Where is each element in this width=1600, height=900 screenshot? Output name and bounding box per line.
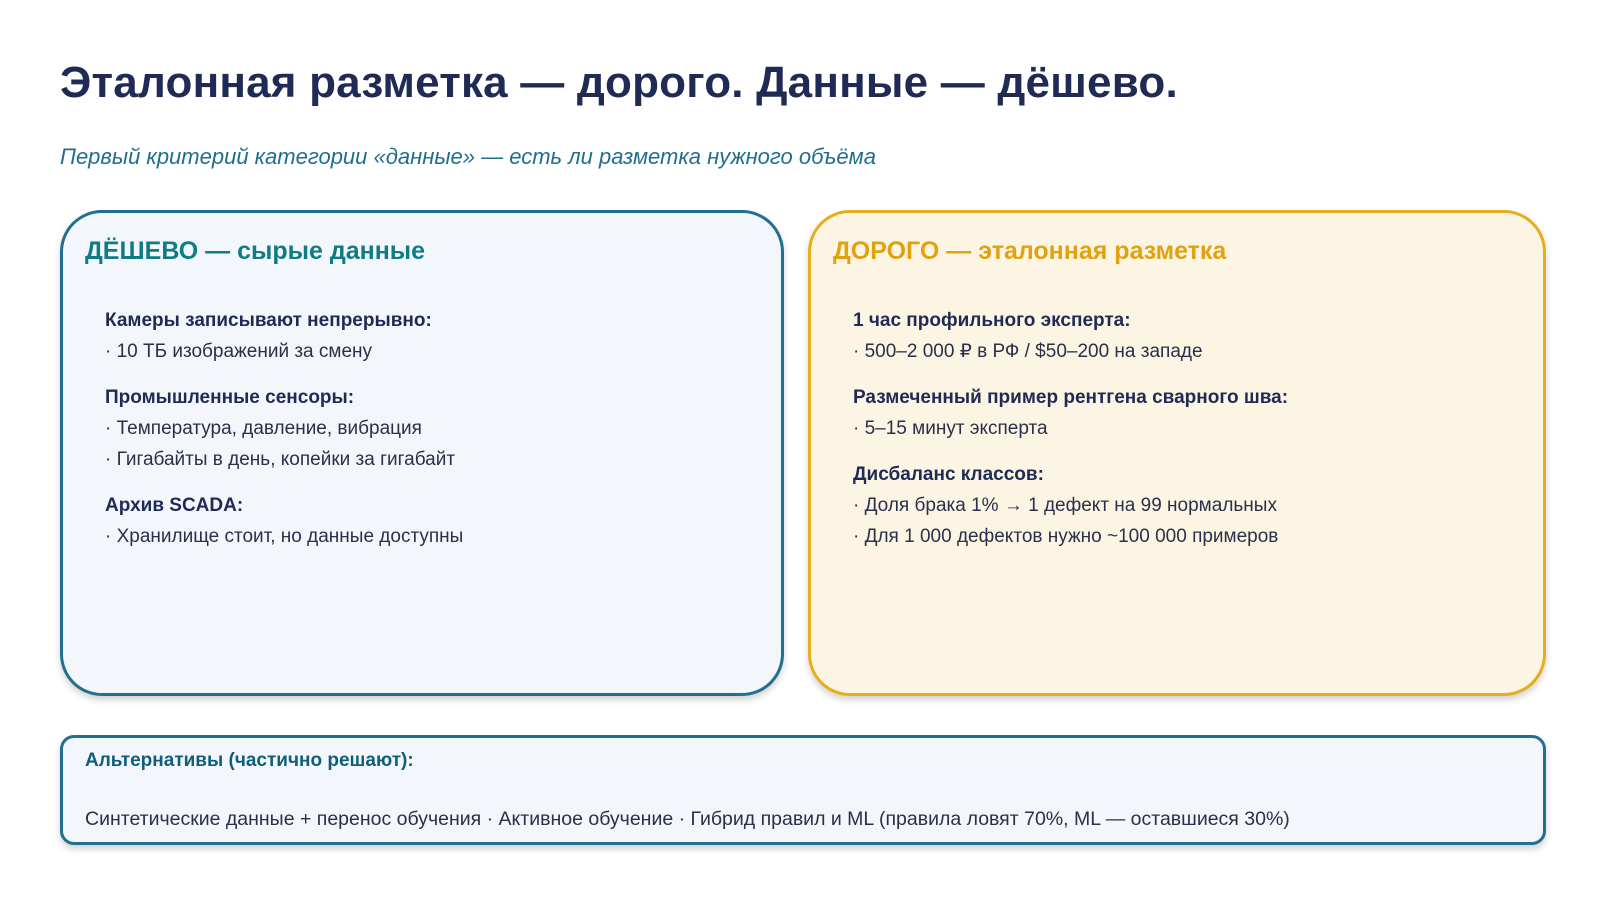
costly-panel-title: ДОРОГО — эталонная разметка (833, 237, 1227, 265)
list-item: · 5–15 минут эксперта (853, 418, 1048, 439)
costly-panel (808, 210, 1546, 696)
list-item: · 500–2 000 ₽ в РФ / $50–200 на западе (853, 341, 1203, 362)
page-title: Эталонная разметка — дорого. Данные — дёшево. (60, 58, 1178, 107)
cheap-panel (60, 210, 784, 696)
costly-group-class-imbalance (853, 459, 1513, 552)
group-heading: Дисбаланс классов: (853, 464, 1044, 485)
cheap-group-sensors (105, 382, 751, 475)
costly-group-xray-example (853, 382, 1513, 444)
cheap-panel-title: ДЁШЕВО — сырые данные (85, 237, 426, 265)
list-item: · Для 1 000 дефектов нужно ~100 000 примеров (853, 526, 1279, 547)
alternatives-box (60, 735, 1546, 845)
cheap-panel-body (105, 305, 751, 567)
group-heading: Архив SCADA: (105, 495, 244, 516)
alternatives-text: Синтетические данные + перенос обучения · Активное обучение · Гибрид правил и ML (правила ловят 70%, ML — оставшиеся 30%) (85, 808, 1290, 830)
alternatives-heading: Альтернативы (частично решают): (85, 750, 414, 771)
costly-panel-body (853, 305, 1513, 567)
cheap-group-cameras (105, 305, 751, 367)
group-heading: Камеры записывают непрерывно: (105, 310, 432, 331)
cheap-group-scada (105, 490, 751, 552)
group-heading: Размеченный пример рентгена сварного шва: (853, 387, 1289, 408)
list-item: · Гигабайты в день, копейки за гигабайт (105, 449, 456, 470)
costly-group-expert-hour (853, 305, 1513, 367)
list-item: · Хранилище стоит, но данные доступны (105, 526, 464, 547)
page-subtitle: Первый критерий категории «данные» — есть ли разметка нужного объёма (60, 144, 876, 169)
list-item: · Доля брака 1% → 1 дефект на 99 нормальных (853, 495, 1277, 516)
list-item: · Температура, давление, вибрация (105, 418, 422, 439)
group-heading: 1 час профильного эксперта: (853, 310, 1131, 331)
group-heading: Промышленные сенсоры: (105, 387, 355, 408)
list-item: · 10 ТБ изображений за смену (105, 341, 373, 362)
